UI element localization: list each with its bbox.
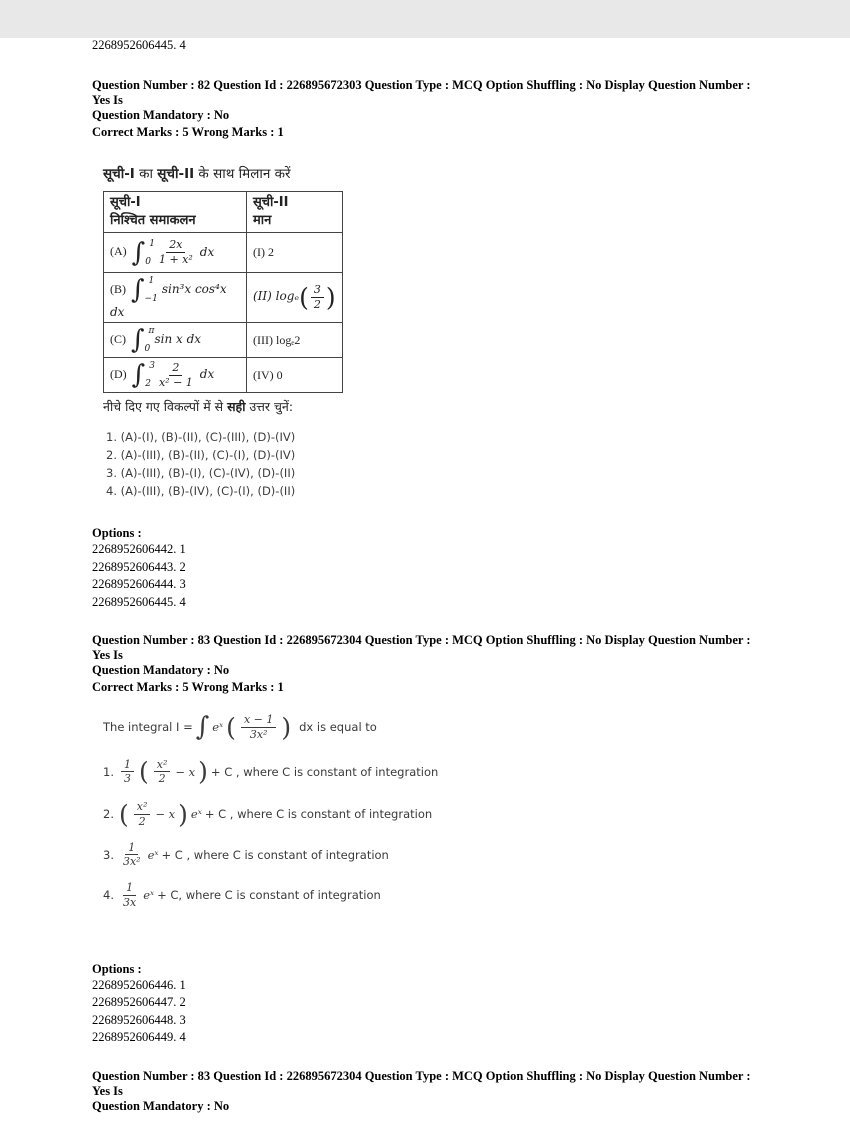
rowA-integral: [131, 237, 155, 268]
opt1-coeff-fraction: $\frac{1}{3}$: [121, 758, 134, 787]
rowB-value-fraction: $\frac{3}{2}$: [311, 283, 324, 312]
q82-intro-line: [103, 164, 850, 182]
rowD-upper-limit: 3: [149, 361, 155, 371]
stem-exp-function: eˣ: [212, 720, 224, 735]
opt3-exp-function: eˣ: [147, 847, 159, 862]
right-paren: ): [178, 799, 188, 829]
q82-intro-mid2: के साथ मिलान करें: [194, 166, 291, 182]
rowC-upper-limit: π: [148, 326, 155, 336]
rowC-integrand: sin x dx: [154, 331, 202, 346]
q82-option-3: 3. (A)-(III), (B)-(I), (C)-(IV), (D)-(II): [106, 466, 296, 480]
right-paren: ): [325, 283, 336, 312]
rowB-integral: [131, 275, 159, 305]
q82-option-1: 1. (A)-(I), (B)-(II), (C)-(III), (D)-(IV): [106, 430, 296, 444]
rowC-label: (C): [110, 331, 126, 346]
q82-option-id-3: 2268952606444. 3: [92, 577, 186, 591]
q82-intro-list2: सूची-II: [157, 166, 195, 182]
integral-sign: ∫: [131, 275, 145, 305]
integral-sign: ∫: [131, 237, 146, 268]
q83-option-1: [103, 758, 850, 787]
rowC-lower-limit: 0: [144, 344, 151, 354]
rowC-value: (III) logₑ2: [247, 323, 343, 358]
q82-choose-mid2: उत्तर चुनें:: [245, 399, 294, 414]
q82-answer-options: [106, 428, 850, 500]
option-number: 1.: [103, 764, 114, 779]
exam-paper-page: [0, 38, 850, 1138]
opt1-minus-x: − x: [175, 764, 196, 779]
table-row-A: [104, 233, 343, 273]
integral-sign: ∫: [195, 712, 210, 743]
page-corner-id: 2268952606445. 4: [92, 38, 186, 52]
rowA-lower-limit: 0: [145, 256, 151, 267]
opt2-exp-function: eˣ: [190, 807, 202, 822]
option-number: 4.: [103, 888, 114, 903]
opt4-tail: + C, where C is constant of integration: [157, 888, 381, 903]
q82-option-4: 4. (A)-(III), (B)-(IV), (C)-(I), (D)-(II): [106, 484, 296, 498]
rowD-value: (IV) 0: [247, 358, 343, 393]
opt1-tail: + C , where C is constant of integration: [210, 764, 439, 779]
table-row-B: [104, 273, 343, 323]
opt3-fraction: $\frac{1}{\text{3x²}}$: [122, 840, 141, 869]
rowD-label: (D): [110, 366, 127, 381]
left-paren: (: [226, 712, 236, 742]
q82-option-id-1: 2268952606442. 1: [92, 542, 186, 556]
stem-integral: [195, 712, 210, 743]
q83-option-id-1: 2268952606446. 1: [92, 977, 186, 992]
q82-marks: Correct Marks : 5 Wrong Marks : 1: [92, 125, 284, 139]
rowA-upper-limit: 1: [149, 238, 155, 249]
question-83-block: [0, 633, 850, 1047]
right-paren: ): [281, 712, 292, 742]
stem-prefix: The integral I =: [103, 720, 193, 735]
opt1-inner-fraction: $\frac{\text{x²}}{2}$: [154, 758, 171, 787]
q82-choose-bold: सही: [227, 399, 246, 414]
col1-subtitle: निश्चित समाकलन: [110, 213, 196, 228]
q83-option-3: [103, 841, 850, 870]
rowA-label: (A): [110, 244, 127, 259]
opt2-tail: + C , where C is constant of integration: [204, 807, 433, 822]
q83-option-2: [103, 800, 850, 829]
rowD-fraction: $\frac{2}{\text{x² − 1}}$: [158, 360, 193, 389]
stem-fraction: $\frac{x - 1}{\text{3x²}}$: [241, 713, 276, 742]
q83-option-id-4: 2268952606449. 4: [92, 1030, 186, 1044]
option-number: 2.: [103, 807, 114, 822]
q82-intro-list1: सूची-I: [103, 166, 135, 182]
q82-options-label: Options :: [92, 526, 142, 540]
rowC-integral: [131, 325, 155, 355]
rowA-dx: dx: [199, 244, 215, 259]
next-question-header-block: [0, 1069, 850, 1114]
opt4-fraction: $\frac{1}{3x}$: [122, 881, 137, 909]
rowD-integral: [131, 360, 155, 390]
opt3-tail: + C , where C is constant of integration: [161, 847, 389, 862]
q82-option-id-4: 2268952606445. 4: [92, 594, 186, 609]
table-row-D: [104, 358, 343, 393]
left-paren: (: [138, 757, 149, 787]
footer-header-line2: Question Mandatory : No: [92, 1098, 230, 1113]
option-number: 3.: [103, 847, 114, 862]
q83-header-line1: Question Number : 83 Question Id : 226895672304 Question Type : MCQ Option Shuffling : No Display Question Number : Yes Is: [92, 633, 751, 662]
left-paren: (: [299, 283, 309, 312]
integral-sign: ∫: [131, 360, 146, 390]
rowB-value-prefix: (II) logₑ: [253, 289, 300, 304]
q83-stem: [103, 713, 850, 742]
table-row-C: [104, 323, 343, 358]
q82-intro-mid1: का: [134, 166, 158, 182]
rowB-label: (B): [110, 281, 126, 296]
q83-option-4: [103, 881, 850, 910]
q83-option-id-3: 2268952606448. 3: [92, 1012, 186, 1027]
footer-header-line1: Question Number : 83 Question Id : 226895672304 Question Type : MCQ Option Shuffling : No Display Question Number : Yes Is: [92, 1068, 751, 1098]
q83-header-line2: Question Mandatory : No: [92, 663, 230, 677]
right-paren: ): [198, 757, 208, 787]
q82-option-id-2: 2268952606443. 2: [92, 559, 186, 574]
rowB-lower-limit: −1: [144, 294, 158, 304]
stem-suffix: dx is equal to: [299, 720, 377, 735]
col2-title: सूची-II: [253, 195, 289, 210]
col2-subtitle: मान: [253, 213, 272, 228]
rowA-fraction: $\frac{2x}{\text{1 + x²}}$: [158, 238, 193, 266]
rowB-value: [247, 273, 343, 323]
rowD-dx: dx: [199, 366, 215, 381]
left-paren: (: [118, 799, 129, 829]
q82-choose-line: [103, 398, 850, 415]
opt2-minus-x: − x: [155, 807, 176, 822]
col1-title: सूची-I: [110, 195, 141, 210]
q82-header-line1: Question Number : 82 Question Id : 226895672303 Question Type : MCQ Option Shuffling : No Display Question Number : Yes Is: [92, 78, 751, 107]
match-list-table: [103, 191, 343, 393]
question-82-block: [0, 78, 850, 611]
q83-options-label: Options :: [92, 961, 142, 976]
q82-header-line2: Question Mandatory : No: [92, 108, 230, 122]
rowD-lower-limit: 2: [145, 379, 151, 389]
opt4-exp-function: eˣ: [143, 888, 155, 903]
rowA-value: (I) 2: [247, 233, 343, 273]
q82-choose-mid1: नीचे दिए गए विकल्पों में से: [103, 399, 228, 414]
rowB-upper-limit: 1: [148, 276, 155, 286]
table-header-row: [104, 192, 343, 233]
q83-option-id-2: 2268952606447. 2: [92, 995, 186, 1009]
opt2-inner-fraction: $\frac{\text{x²}}{2}$: [134, 800, 151, 829]
rowB-integrand: sin³x cos⁴x dx: [110, 281, 227, 319]
q82-option-2: 2. (A)-(III), (B)-(II), (C)-(I), (D)-(IV): [106, 448, 296, 462]
integral-sign: ∫: [131, 325, 145, 355]
q83-marks: Correct Marks : 5 Wrong Marks : 1: [92, 680, 284, 694]
